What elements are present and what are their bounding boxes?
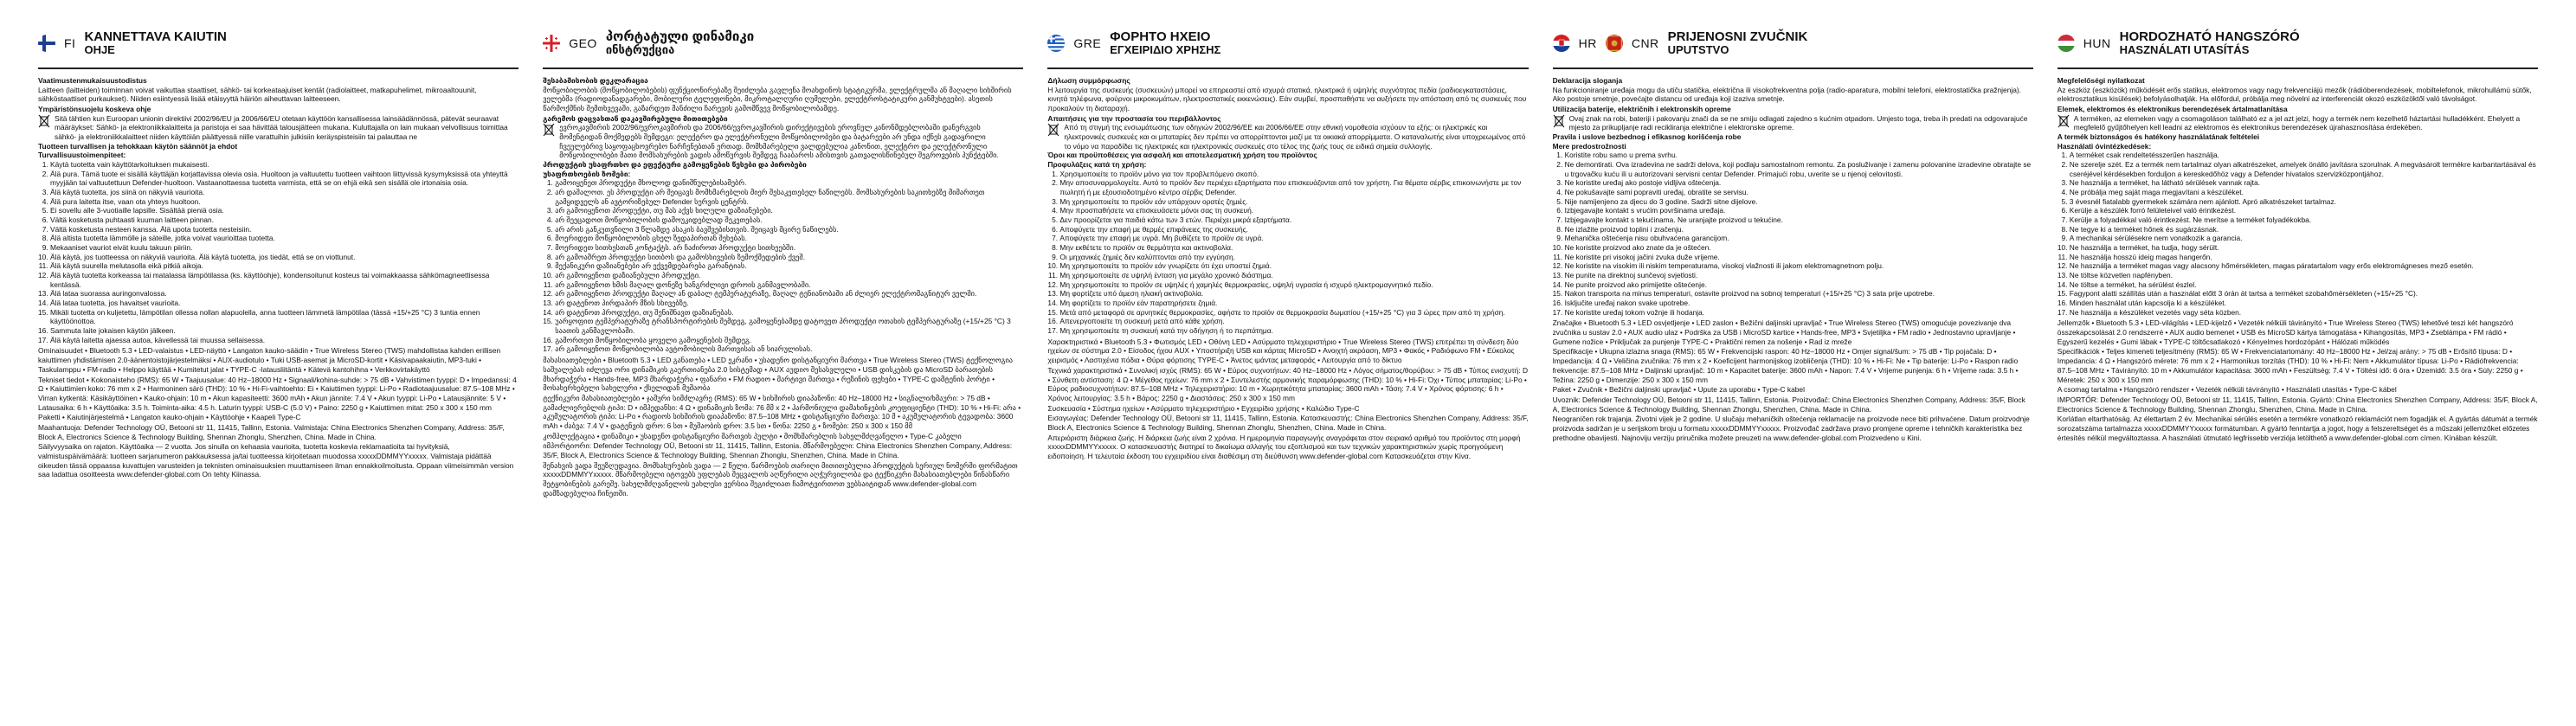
title-block — [2120, 30, 2300, 55]
safety-item: 10. არ გამოიყენოთ დაზიანებული პროდუქტი. — [555, 271, 1023, 280]
safety-item: 17. Μη χρησιμοποιείτε τη συσκευή κατά την οδήγηση ή το περπάτημα. — [1059, 326, 1528, 336]
product-title: KANNETTAVA KAIUTIN — [84, 29, 227, 45]
flag-icon — [1553, 35, 1570, 52]
title-block — [606, 30, 754, 55]
section-heading: Megfelelőségi nyilatkozat — [2057, 76, 2145, 85]
safety-item: 7. მოერიდეთ სითხესთან კონტაქტს. არ ჩაძიროთ პროდუქტი სითხეებში. — [555, 243, 1023, 253]
section-heading: Προφυλάξεις κατά τη χρήση: — [1047, 160, 1147, 170]
paragraph: Εισαγωγέας: Defender Technology OÜ, Betooni str 11, 11415, Tallinn, Estonia. Κατασκευαστής: China Electronics Shenzhen Company, Address: 35/F, Block A, Electronics Science & Technology Building, Shennan Zhonglu, Shenzhen, China. Made in China. — [1047, 414, 1529, 432]
paragraph: Säilyvyysaika on rajaton. Käyttöaika — 2 vuotta. Jos sinulla on kehaasia vaurioita, tuotetta koskevia reklamaatioita tai hyvityksiä, valmistuspäivämäärä: tuotteen sarjanumeron pakkauksessa ja/tai tuotteessa kirjoitetaan muodossa xxxxxDDMMYYxxxxx. Valmistaja pidättää oikeuden tässä oppaassa kuvattujen varusteiden ja teknisten ominaisuuksien muuttamiseen ilman ennakkoilmoitusta. Oppaan viimeisimmän version saa ladattua osoitteesta www.defender-global.com On tehty Kiinassa. — [38, 442, 514, 479]
safety-item: 12. არ გამოიყენოთ პროდუქტი მაღალ ან დაბალ ტემპერატურაზე, მაღალ ტენიანობაში ან ძლიერ ელექტრომაგნიტურ ველში. — [555, 289, 1023, 299]
column-body — [2058, 76, 2538, 443]
product-title: ΦΟΡΗΤΟ ΗΧΕΙΟ — [1110, 29, 1211, 45]
safety-item: 16. გამორთეთ მოწყობილობა ყოველი გამოყენების შემდეგ. — [555, 336, 1023, 345]
section-heading: Όροι και προϋποθέσεις για ασφαλή και αποτελεσματική χρήση του προϊόντος — [1047, 151, 1317, 160]
column-body — [1047, 76, 1528, 462]
safety-item: 7. Vältä kosketusta nesteen kanssa. Älä upota tuotetta nesteisiin. — [50, 225, 518, 235]
safety-item: 2. Ne szerelje szét. Ez a termék nem tartalmaz olyan alkatrészeket, amelyek önálló javításra szorulnak. A megvásárolt termékre karbantartásával és cseréjével kérdésekben forduljon a kereskedőhöz vagy a Defender hivatalos szervizközpontjához. — [2070, 160, 2538, 178]
safety-item: 15. Fagypont alatti szállítás után a használat előtt 3 órán át tartsa a terméket szobahőmérsékleten (+15/+25 °C). — [2070, 289, 2538, 299]
paragraph: Η λειτουργία της συσκευής (συσκευών) μπορεί να επηρεαστεί από ισχυρά στατικά, ηλεκτρικά ή υψηλής συχνότητας πεδία (ραδιοεγκαταστάσεις, κινητά τηλέφωνα, φούρνοι μικροκυμάτων, ηλεκτροστατικές εκκενώσεις). Εάν συμβεί, προσπαθήστε να αυξήσετε την απόσταση από τις συσκευές που προκαλούν τη διαταραχή. — [1047, 85, 1527, 113]
section-heading: პროდუქტის უსაფრთხო და ეფექტური გამოყენების წესები და პირობები — [543, 160, 807, 170]
paragraph: Neograničen rok trajanja. Životni vijek je 2 godine. U slučaju mehaničkih oštećenja reklamacije na proizvode nece biti prihvaćene. Datum proizvodnje proizvoda sadržan je u serijskom broju u formatu xxxxxDDMMYYxxxxx. Proizvođač zadržava pravo promjene opreme i tehničkih karakteristika bez prethodne obavijesti. Najnoviju verziju priručnika možete preuzeti na www.defender-global.com Proizvedeno u Kini. — [1552, 414, 2030, 442]
safety-item: 1. Käytä tuotetta vain käyttötarkoituksen mukaisesti. — [50, 160, 518, 170]
product-title: პორტატული დინამიკი — [605, 29, 755, 45]
column-header — [38, 24, 518, 69]
paragraph: IMPORTŐR: Defender Technology OÜ, Betooni str 11, 11415, Tallinn, Estonia. Gyártó: China Electronics Shenzhen Company, Address: 35/F, Block A, Electronics Science & Technology Building, Shennan Zhonglu, Shenzhen, China. Made in China. — [2057, 395, 2538, 414]
paragraph: იმპორტიორი: Defender Technology OÜ, Betooni str 11, 11415, Tallinn, Estonia. მწარმოებელი: China Electronics Shenzhen Company, Address: 35/F, Block A, Electronics Science & Technology Building, Shennan Zhonglu, Shenzhen, China. Made in China. — [543, 441, 1013, 459]
section-heading: გარემოს დაცვასთან დაკავშირებული მითითებები — [543, 113, 728, 123]
safety-item: 9. Mekaaniset vauriot eivät kuulu takuun piiriin. — [50, 243, 518, 253]
safety-item: 14. Ne punite proizvod ako primijetite oštećenje. — [1565, 280, 2033, 290]
safety-item: 10. Μη χρησιμοποιείτε το προϊόν εάν γνωρίζετε ότι έχει υποστεί ζημιά. — [1059, 261, 1528, 271]
safety-item: 9. A mechanikai sérülésekre nem vonatkozik a garancia. — [2070, 234, 2538, 243]
safety-item: 4. არ შეეცადოთ მოწყობილობის დამოუკიდებლად შეკეთებას. — [555, 215, 1023, 225]
crossed-bin-icon — [2058, 114, 2070, 128]
paragraph: Specifikációk • Teljes kimeneti teljesítmény (RMS): 65 W • Frekvenciatartomány: 40 Hz–18000 Hz • Jel/zaj arány: > 75 dB • Erősítő típusa: D • Impedancia: 4 Ω • Hangszóró mérete: 76 mm x 2 • Harmonikus torzítás (THD): 10 % • Hi-Fi: Nem • Akkumulátor típusa: Li-Po • Rádiófrekvencia: 87.5–108 MHz • Távirányító: 10 m • Akkumulátor kapacitása: 3600 mAh • Feszültség: 7.4 V • Töltési idő: 6 óra • Üzemidő: 3.5 óra • Súly: 2250 g • Méretek: 250 x 300 x 150 mm — [2057, 347, 2523, 384]
language-code: CNR — [1631, 36, 1659, 50]
paragraph: Απεριόριστη διάρκεια ζωής. Η διάρκεια ζωής είναι 2 χρόνια. Η ημερομηνία παραγωγής αναγράφεται στον σειριακό αριθμό του προϊόντος στη μορφή xxxxxDDMMYYxxxxx. Ο κατασκευαστής διατηρεί το δικαίωμα αλλαγής του εξοπλισμού και των τεχνικών χαρακτηριστικών χωρίς προηγούμενη ειδοποίηση. Η τελευταία έκδοση του εγχειριδίου είναι διαθέσιμη στη διεύθυνση www.defender-global.com Κατασκευάζεται στην Κίνα. — [1047, 433, 1521, 460]
section-heading: Deklaracija sloganja — [1552, 76, 1623, 85]
lang-column-hr-cnr — [1553, 24, 2033, 717]
safety-item: 15. უარყოფით ტემპერატურაზე ტრანსპორტირების შემდეგ, გამოყენებამდე დატოვეთ პროდუქტი ოთახის ტემპერატურაზე (+15/+25 °C) 3 საათის განმავლობაში. — [555, 317, 1023, 335]
product-title: HORDOZHATÓ HANGSZÓRÓ — [2119, 29, 2300, 45]
safety-item: 9. Οι μηχανικές ζημιές δεν καλύπτονται από την εγγύηση. — [1059, 253, 1528, 262]
safety-item: 1. გამოიყენეთ პროდუქტი მხოლოდ დანიშნულებისამებრ. — [555, 178, 1023, 188]
safety-item: 13. Ne punite na direktnoj sunčevoj svjetlosti. — [1565, 271, 2033, 280]
safety-item: 16. Isključite uređaj nakon svake upotrebe. — [1565, 299, 2033, 308]
paragraph: კომპლექტაცია • დინამიკი • უსადენო დისტანციური მართვის პულტი • მომხმარებლის სახელმძღვანელო • Type-C კაბელი — [543, 431, 962, 440]
crossed-bin-icon — [1047, 123, 1059, 137]
weee-text: Από τη στιγμή της ενσωμάτωσης των οδηγιών 2002/96/ΕΕ και 2006/66/ΕΕ στην εθνική νομοθεσία ισχύουν τα εξής: οι ηλεκτρικές και ηλεκτρονικές συσκευές και οι μπαταρίες δεν πρέπει να απορρίπτονται μαζί με τα οικιακά απορρίμματα. Ο καταναλωτής είναι υποχρεωμένος από το νόμο να παραδίδει τις ηλεκτρικές και ηλεκτρονικές συσκευές στο τέλος της ζωής τους σε ειδικά σημεία συλλογής. — [1064, 123, 1526, 151]
language-code: GEO — [569, 36, 597, 50]
safety-item: 3. Μη χρησιμοποιείτε το προϊόν εάν υπάρχουν ορατές ζημιές. — [1059, 197, 1528, 207]
safety-item: 2. Ne demontirati. Ova izradevina ne sadrži delova, koji podlaju samostalnom remontu. Za posluživanje i zamenu polovanine izradevine obratajte se u trgovačku kuću ili u autorizovani servisni centar Defender. Primajući robu, uverite se u njenoj celovitosti. — [1565, 160, 2033, 178]
safety-item: 4. Μην προσπαθήσετε να επισκευάσετε μόνοι σας τη συσκευή. — [1059, 206, 1528, 215]
section-heading: უსაფრთხოების ზომები: — [543, 169, 631, 178]
paragraph: Laitteen (laitteiden) toiminnan voivat vaikuttaa staattiset, sähkö- tai korkeataajuiset kentät (radiolaitteet, matkapuhelimet, mikroaaltouunit, sähköstaattiset purkaukset). Niiden esiintyessä lisää etäisyyttä häiriön aiheuttavan laitteeseen. — [38, 85, 477, 104]
column-body — [543, 76, 1023, 498]
weee-text: ევროკავშირის 2002/96/ევროკავშირის და 2006/66/ევროკავშირის დირექტივების ეროვნულ კანონმდებლობაში დანერგვის მომენტიდან მოქმედებს შემდეგი: ელექტრო და ელექტრონული მოწყობილობები და ბატარეები არ უნდა იქნეს გადაყრილი ჩვეულებრივ საყოფაცხოვრებო ნარჩენებთან ერთად. მომხმარებელი ვალდებულია კანონით, ელექტრო და ელექტრონული მოწყობილობები მათი მომსახურების ვადის ამოწურვის შემდეგ ჩააბაროს ამისთვის გათვალისწინებულ შეგროვების პუნქტებში. — [559, 123, 999, 160]
section-heading: Ympäristönsuojelu koskeva ohje — [38, 105, 151, 114]
weee-notice — [543, 123, 1023, 160]
safety-item: 14. Älä lataa tuotetta, jos havaitset vaurioita. — [50, 299, 518, 308]
safety-list — [543, 178, 1023, 354]
paragraph: Paketti • Kaiutinjärjestelmä • Langaton kauko-ohjain • Käyttöohje • Kaapeli Type-C — [38, 413, 301, 422]
paragraph: მოწყობილობის (მოწყობილობების) ფუნქციონირებაზე შეიძლება გავლენა მოახდინოს სტატიკურმა, ელექტრულმა ან მაღალი სიხშირის ველებმა (რადიოდანადგარები, მობილური ტელეფონები, მიკროტალღური ღუმელები, ელექტროსტატიკური განმუხტვები). ასეთის წარმოქმნის შემთხვევაში, გაზარდეთ მანძილი ჩარევის გამომწვევ მოწყობილობამდე. — [543, 85, 1012, 113]
column-header — [543, 24, 1023, 69]
safety-item: 11. არ გამოიყენოთ ხმის მაღალ დონეზე ხანგრძლივი დროის განმავლობაში. — [555, 280, 1023, 290]
weee-text: Sitä tähtien kun Euroopan unionin direktiivi 2002/96/EU ja 2006/66/EU otetaan käyttöön kansallisessa lainsäädännössä, pätevät seuraavat määräykset: Sähkö- ja elektroniikkalaitteita ja paristoja ei saa hävittää talousjätteen mukana. Kuluttajalla on lain mukaan velvollisuus toimittaa sähkö- ja elektroniikkalaitteet niiden käyttöiän päättyessä niille varattuihin julkisiin keräyspisteisiin tai palauttaa ne — [55, 113, 508, 142]
flag-icon — [38, 35, 55, 52]
safety-item: 15. Nakon transporta na minus temperaturi, ostavite proizvod na sobnoj temperaturi (+15/+25 °C) 3 sata prije upotrebe. — [1565, 289, 2033, 299]
manual-subtitle: UPUTSTVO — [1667, 43, 1729, 57]
lang-column-fi — [38, 24, 518, 717]
section-heading: Απαιτήσεις για την προστασία του περιβάλλοντος — [1047, 113, 1221, 123]
safety-item: 12. Μη χρησιμοποιείτε το προϊόν σε υψηλές ή χαμηλές θερμοκρασίες, υψηλή υγρασία ή ισχυρό ηλεκτρομαγνητικό πεδίο. — [1059, 280, 1528, 290]
language-code: HR — [1578, 36, 1597, 50]
safety-item: 15. Μετά από μεταφορά σε αρνητικές θερμοκρασίες, αφήστε το προϊόν σε θερμοκρασία δωματίου (+15/+25 °C) για 3 ώρες πριν από τη χρήση. — [1059, 308, 1528, 318]
safety-item: 13. არ დატენოთ პირდაპირ მზის სხივებზე. — [555, 299, 1023, 308]
title-block — [84, 30, 226, 55]
manual-subtitle: ΕΓΧΕΙΡΙΔΙΟ ΧΡΗΣΗΣ — [1110, 43, 1221, 57]
safety-item: 11. Μη χρησιμοποιείτε σε υψηλή ένταση για μεγάλο χρονικό διάστημα. — [1059, 271, 1528, 280]
paragraph: Uvoznik: Defender Technology OÜ, Betooni str 11, 11415, Tallinn, Estonia. Proizvođač: China Electronics Shenzhen Company, Address: 35/F, Block A, Electronics Science & Technology Building, Shennan Zhonglu, Shenzhen, China. Made in China. — [1552, 395, 2025, 414]
safety-list — [2058, 151, 2538, 317]
product-title: PRIJENOSNI ZVUČNIK — [1667, 29, 1808, 45]
safety-item: 14. Μη φορτίζετε το προϊόν εάν παρατηρήσετε ζημιά. — [1059, 299, 1528, 308]
column-header — [1553, 24, 2033, 69]
crossed-bin-icon — [1553, 114, 1565, 128]
safety-item: 4. Älä pura laitetta itse, vaan ota yhteys huoltoon. — [50, 197, 518, 207]
safety-list — [1047, 170, 1528, 336]
safety-item: 7. Αποφύγετε την επαφή με υγρά. Μη βυθίζετε το προϊόν σε υγρά. — [1059, 234, 1528, 243]
weee-text: Ovaj znak na robi, bateriji i pakovanju znači da se ne smiju odlagati zajedno s kućnim otpadom. Umjesto toga, treba ih predati na odgovarajuće mjesto za prikupljanje radi recikliranja električne i elektronske opreme. — [1568, 113, 2028, 132]
paragraph: Specifikacije • Ukupna izlazna snaga (RMS): 65 W • Frekvencijski raspon: 40 Hz–18000 Hz • Omjer signal/šum: > 75 dB • Tip pojačala: D • Impedancija: 4 Ω • Veličina zvučnika: 76 mm x 2 • Koeficijent harmonijskog izobličenja (THD): 10 % • Hi-Fi: Ne • Tip baterije: Li-Po • Raspon radio frekvencije: 87.5–108 MHz • Daljinski upravljač: 10 m • Kapacitet baterije: 3600 mAh • Napon: 7.4 V • Vrijeme punjenja: 6 h • Vrijeme rada: 3.5 h • Težina: 2250 g • Dimenzije: 250 x 300 x 150 mm — [1552, 347, 2019, 384]
section-heading: Használati óvintézkedések: — [2057, 141, 2152, 151]
safety-item: 1. Koristite robu samo u prema svrhu. — [1565, 151, 2033, 160]
paragraph: Ominaisuudet • Bluetooth 5.3 • LED-valaistus • LED-näyttö • Langaton kauko-säädin • True Wireless Stereo (TWS) mahdollistaa kahden erillisen kaiuttimen yhdistämisen 2.0-äänentoistojärjestelmäksi • AUX-audiotulo • Tuki USB-asemat ja MicroSD-kortit • Käsivapaakaiutin, MP3-tuki • Taskulamppu • FM-radio • Helppo käyttää • Kumitetut jalat • TYPE-C -latausliitäntä • Kätevä kantohihna • Verkkovirtakäyttö — [38, 346, 501, 374]
safety-item: 17. არ გამოიყენოთ მოწყობილობა ავტომობილის მართვისას ან სიარულისას. — [555, 344, 1023, 354]
safety-item: 8. არ გამოაშრეთ პროდუქტი სითბოს და გამოსხივების ზემოქმედების ქვეშ. — [555, 253, 1023, 262]
safety-item: 17. Älä käytä laitetta ajaessa autoa, kävellessä tai muussa sellaisessa. — [50, 336, 518, 345]
safety-item: 15. Mikäli tuotetta on kuljetettu, lämpötilan ollessa nollan alapuolella, anna tuotteen lämmetä lämpötilaa (tässä +15/+25 °C) 3 tuntia ennen käyttöönottoa. — [50, 308, 518, 326]
column-header — [1047, 24, 1528, 69]
safety-item: 2. Älä pura. Tämä tuote ei sisällä käyttäjän korjattavissa olevia osia. Huoltoon ja valtuutettu tuotteen vaihtoon liittyvissä kysymyksissä ota yhteyttä myyjään tai valtuutettuun Defender-huoltoon. Vastaanottaessa tuotetta varmista, että se on ehjä eikä sen sisällä ole irtonaisia osia. — [50, 170, 518, 188]
safety-item: 6. Kerülje a készülék forró felületeivel való érintkezést. — [2070, 206, 2538, 215]
weee-notice — [1047, 123, 1528, 151]
paragraph: ტექნიკური მახასიათებლები • ჯამური სიმძლავრე (RMS): 65 W • სიხშირის დიაპაზონი: 40 Hz–18000 Hz • სიგნალი/ხმაური: > 75 dB • გამაძლიერებლის ტიპი: D • იმპედანსი: 4 Ω • დინამიკის ზომა: 76 მმ x 2 • ჰარმონიული დამახინჯების კოეფიციენტი (THD): 10 % • Hi-Fi: არა • აკუმულატორის ტიპი: Li-Po • რადიოს სიხშირის დიაპაზონი: 87.5–108 MHz • დისტანციური მართვა: 10 მ • აკუმულატორის ტევადობა: 3600 mAh • ძაბვა: 7.4 V • დატენვის დრო: 6 სთ • მუშაობის დრო: 3.5 სთ • წონა: 2250 გ • ზომები: 250 x 300 x 150 მმ — [543, 393, 1021, 430]
safety-item: 17. Ne használja a készüléket vezetés vagy séta közben. — [2070, 308, 2538, 318]
lang-column-gre — [1047, 24, 1528, 717]
safety-item: 5. Δεν προορίζεται για παιδιά κάτω των 3 ετών. Περιέχει μικρά εξαρτήματα. — [1059, 215, 1528, 225]
safety-item: 5. Nije namijenjeno za djecu do 3 godine. Sadrži sitne dijelove. — [1565, 197, 2033, 207]
section-heading: Tuotteen turvallisen ja tehokkaan käytön säännöt ja ehdot — [38, 141, 238, 151]
safety-item: 14. არ დატენოთ პროდუქტი, თუ შენიშნავთ დაზიანებას. — [555, 308, 1023, 318]
section-heading: Turvallisuustoimenpiteet: — [38, 151, 126, 160]
safety-item: 5. არ არის განკუთვნილი 3 წლამდე ასაკის ბავშვებისთვის. შეიცავს მცირე ნაწილებს. — [555, 225, 1023, 235]
section-heading: შესაბამისობის დეკლარაცია — [543, 76, 648, 85]
weee-notice — [38, 114, 518, 142]
safety-item: 11. Älä käytä suurella melutasolla eikä pitkiä aikoja. — [50, 261, 518, 271]
safety-list — [1553, 151, 2033, 317]
paragraph: Paket • Zvučnik • Bežični daljinski upravljač • Upute za uporabu • Type-C kabel — [1552, 385, 1805, 395]
safety-item: 2. არ დაშალოთ. ეს პროდუქტი არ შეიცავს მომხმარებლის მიერ შესაკეთებელ ნაწილებს. მომსახურების საკითხებზე მიმართეთ გამყიდველს ან ავტორიზებულ Defender სერვის ცენტრს. — [555, 188, 1023, 206]
safety-item: 17. Ne koristite uređaj tokom vožnje ili hodanja. — [1565, 308, 2033, 318]
paragraph: მახასიათებლები • Bluetooth 5.3 • LED განათება • LED ეკრანი • უსადენო დისტანციური მართვა • True Wireless Stereo (TWS) ტექნოლოგია საშუალებას იძლევა ორი დინამიკის გაერთიანება 2.0 სისტემად • AUX აუდიო შესასვლელი • USB დისკების და MicroSD ბარათების მხარდაჭერა • Hands-free, MP3 მხარდაჭერა • ფანარი • FM რადიო • მარტივი მართვა • რეზინის ფეხები • TYPE-C დამტენის პორტი • მოსახერხებელი სახელური • ქსელიდან მუშაობა — [543, 356, 1014, 393]
safety-item: 10. Ne koristite proizvod ako znate da je oštećen. — [1565, 243, 2033, 253]
lang-column-geo — [543, 24, 1023, 717]
column-body — [1553, 76, 2033, 443]
safety-item: 7. Izbjegavajte kontakt s tekućinama. Ne uranjajte proizvod u tekućine. — [1565, 215, 2033, 225]
safety-item: 8. Ne izlažite proizvod toplini i zračenju. — [1565, 225, 2033, 235]
safety-item: 7. Kerülje a folyadékkal való érintkezést. Ne merítse a terméket folyadékokba. — [2070, 215, 2538, 225]
weee-notice — [1553, 114, 2033, 132]
paragraph: Značajke • Bluetooth 5.3 • LED osvjetljenje • LED zaslon • Bežični daljinski upravljač • True Wireless Stereo (TWS) omogućuje povezivanje dva zvučnika u sustav 2.0 • AUX audio ulaz • Podrška za USB i MicroSD kartice • Hands-free, MP3 • Svjetiljka • FM radio • Jednostavno upravljanje • Gumene nožice • Priključak za punjenje TYPE-C • Praktični remen za nošenje • Rad iz mreže — [1552, 318, 2016, 346]
column-header — [2058, 24, 2538, 69]
safety-item: 1. A terméket csak rendeltetésszerűen használja. — [2070, 151, 2538, 160]
safety-item: 9. მექანიკური დაზიანებები არ ექვემდებარება გარანტიას. — [555, 261, 1023, 271]
crossed-bin-icon — [543, 123, 555, 137]
flag-icon — [543, 35, 560, 52]
safety-item: 3. არ გამოიყენოთ პროდუქტი, თუ მას აქვს ხილული დაზიანებები. — [555, 206, 1023, 215]
safety-item: 16. Minden használat után kapcsolja ki a készüléket. — [2070, 299, 2538, 308]
safety-item: 4. Ne pokušavajte sami popraviti uređaj, obratite se servisu. — [1565, 188, 2033, 197]
safety-item: 10. Ne használja a terméket, ha tudja, hogy sérült. — [2070, 243, 2538, 253]
safety-item: 5. 3 évesnél fiatalabb gyermekek számára nem ajánlott. Apró alkatrészeket tartalmaz. — [2070, 197, 2538, 207]
safety-item: 3. Ne használja a terméket, ha látható sérülések vannak rajta. — [2070, 178, 2538, 188]
section-heading: Pravila i uslove bezbednog i efikasnog korišćenja robe — [1552, 132, 1742, 142]
paragraph: Na funkcioniranje uređaja mogu da utiču statička, električna ili visokofrekventna polja (radio-aparatura, mobilni telefoni, elektrostatička pražnjenja). Ako postoje smetnje, povećajte distancu od uređaja koji izaziva smetnje. — [1552, 85, 2021, 104]
section-heading: A termék biztonságos és hatékony használatának feltételei — [2057, 132, 2260, 142]
safety-item: 3. Älä käytä tuotetta, jos siinä on näkyviä vaurioita. — [50, 188, 518, 197]
paragraph: Τεχνικά χαρακτηριστικά • Συνολική ισχύς (RMS): 65 W • Εύρος συχνοτήτων: 40 Hz–18000 Hz • Λόγος σήματος/θορύβου: > 75 dB • Τύπος ενισχυτή: D • Σύνθετη αντίσταση: 4 Ω • Μέγεθος ηχείων: 76 mm x 2 • Συντελεστής αρμονικής παραμόρφωσης (THD): 10 % • Hi-Fi: Όχι • Τύπος μπαταρίας: Li-Po • Εύρος ραδιοσυχνοτήτων: 87.5–108 MHz • Τηλεχειριστήριο: 10 m • Χωρητικότητα μπαταρίας: 3600 mAh • Τάση: 7.4 V • Χρόνος φόρτισης: 6 h • Χρόνος λειτουργίας: 3.5 h • Βάρος: 2250 g • Διαστάσεις: 250 x 300 x 150 mm — [1047, 365, 1529, 402]
safety-item: 6. Αποφύγετε την επαφή με θερμές επιφάνειες της συσκευής. — [1059, 225, 1528, 235]
language-code: GRE — [1073, 36, 1102, 50]
paragraph: Az eszköz (eszközök) működését erős statikus, elektromos vagy nagy frekvenciájú mezők (rádióberendezések, mobiltelefonok, mikrohullámú sütők, elektrosztatikus kisülések) befolyásolhatják. Ha előfordul, próbálja meg növelni az interferenciát okozó eszközöktől való távolságot. — [2057, 85, 2532, 104]
paragraph: Jellemzők • Bluetooth 5.3 • LED-világítás • LED-kijelző • Vezeték nélküli távirányító • True Wireless Stereo (TWS) lehetővé teszi két hangszóró összekapcsolását 2.0 rendszerré • AUX audio bemenet • USB és MicroSD kártya támogatása • Kihangosítás, MP3 • Zseblámpa • FM rádió • Egyszerű kezelés • Gumi lábak • TYPE-C töltőcsatlakozó • Kényelmes hordozópánt • Hálózati működés — [2057, 318, 2514, 346]
safety-item: 11. Ne használja hosszú ideig magas hangerőn. — [2070, 253, 2538, 262]
section-heading: Elemek, elektromos és elektronikus berendezések ártalmatlanítása — [2057, 105, 2288, 114]
safety-item: 1. Χρησιμοποιείτε το προϊόν μόνο για τον προβλεπόμενο σκοπό. — [1059, 170, 1528, 179]
safety-item: 14. Ne töltse a terméket, ha sérülést észlel. — [2070, 280, 2538, 290]
section-heading: Mere predostrožnosti — [1552, 141, 1626, 151]
safety-item: 2. Μην αποσυναρμολογείτε. Αυτό το προϊόν δεν περιέχει εξαρτήματα που επισκευάζονται από τον χρήστη. Για θέματα σέρβις επικοινωνήστε με τον πωλητή ή με εξουσιοδοτημένο κέντρο σέρβις Defender. — [1059, 178, 1528, 196]
language-code: FI — [64, 36, 76, 50]
column-body — [38, 76, 518, 480]
safety-item: 6. Izbjegavajte kontakt s vrućim površinama uređaja. — [1565, 206, 2033, 215]
flag-icon — [2058, 35, 2075, 52]
weee-text: A terméken, az elemeken vagy a csomagoláson található ez a jel azt jelzi, hogy a termék nem kezelhető háztartási hulladékként. Ehelyett a megfelelő gyűjtőhelyen kell leadni az elektromos és elektronikus berendezések újrahasznosítása érdekében. — [2073, 113, 2521, 132]
section-heading: Vaatimustenmukaisuustodistus — [38, 76, 147, 85]
paragraph: Maahantuoja: Defender Technology OÜ, Betooni str 11, 11415, Tallinn, Estonia. Valmistaja: China Electronics Shenzhen Company, Address: 35/F, Block A, Electronics Science & Technology Building, Shennan Zhonglu, Shenzhen, China. Made in China. — [38, 422, 505, 441]
safety-item: 11. Ne koristite pri visokoj jačini zvuka duže vrijeme. — [1565, 253, 2033, 262]
safety-item: 10. Älä käytä, jos tuotteessa on näkyviä vaurioita. Älä käytä tuotetta, jos tiedät, että se on viottunut. — [50, 253, 518, 262]
safety-item: 12. Ne használja a terméket magas vagy alacsony hőmérsékleten, magas páratartalom vagy erős elektromágneses mező esetén. — [2070, 261, 2538, 271]
lang-column-hun — [2058, 24, 2538, 717]
title-block — [1668, 30, 1808, 55]
section-heading: Δήλωση συμμόρφωσης — [1047, 76, 1130, 85]
safety-item: 16. Απενεργοποιείτε τη συσκευή μετά από κάθε χρήση. — [1059, 317, 1528, 326]
manual-subtitle: ინსტრუქცია — [605, 43, 675, 57]
language-code: HUN — [2083, 36, 2111, 50]
paragraph: Συσκευασία • Σύστημα ηχείων • Ασύρματο τηλεχειριστήριο • Εγχειρίδιο χρήσης • Καλώδιο Type-C — [1047, 403, 1360, 413]
paragraph: Χαρακτηριστικά • Bluetooth 5.3 • Φωτισμός LED • Οθόνη LED • Ασύρματο τηλεχειριστήριο • True Wireless Stereo (TWS) επιτρέπει τη σύνδεση δύο ηχείων σε σύστημα 2.0 • Είσοδος ήχου AUX • Υποστήριξη USB και κάρτας MicroSD • Ανοιχτή ακρόαση, MP3 • Φακός • Ραδιόφωνο FM • Εύκολος χειρισμός • Λαστιχένια πόδια • Θύρα φόρτισης TYPE-C • Άνετος ιμάντας μεταφοράς • Λειτουργία από το δίκτυο — [1047, 337, 1519, 365]
paragraph: A csomag tartalma • Hangszóró rendszer • Vezeték nélküli távirányító • Használati utasítás • Type-C kábel — [2057, 385, 2397, 395]
safety-list — [38, 160, 518, 344]
paragraph: შენახვის ვადა შეუზღუდავია. მომსახურების ვადა — 2 წელი. წარმოების თარიღი მითითებულია პროდუქტის სერიულ ნომერში ფორმატით xxxxxDDMMYYxxxxx. მწარმოებელი იტოვებს უფლებას შეცვალოს აღწერილი აღჭურვილობა და ტექნიკური მახასიათებლები წინასწარი შეტყობინების გარეშე. სახელმძღვანელოს უახლესი ვერსია შეგიძლიათ ჩამოტვირთოთ ვებსაიტიდან www.defender-global.com დამზადებულია ჩინეთში. — [543, 460, 1018, 498]
flag-icon — [1047, 35, 1065, 52]
safety-item: 8. Μην εκθέτετε το προϊόν σε θερμότητα και ακτινοβολία. — [1059, 243, 1528, 253]
crossed-bin-icon — [38, 114, 50, 128]
safety-item: 16. Sammuta laite jokaisen käytön jälkeen. — [50, 326, 518, 336]
safety-item: 4. Ne próbálja meg saját maga megjavítani a készüléket. — [2070, 188, 2538, 197]
safety-item: 9. Mehanička oštećenja nisu obuhvaćena garancijom. — [1565, 234, 2033, 243]
safety-item: 8. Älä altista tuotetta lämmölle ja säteille, jotka voivat vaurioittaa tuotetta. — [50, 234, 518, 243]
safety-item: 13. Ne töltse közvetlen napfényben. — [2070, 271, 2538, 280]
safety-item: 12. Älä käytä tuotetta korkeassa tai matalassa lämpötilassa (ks. käyttöohje), kondensoitunut kosteus tai voimakkaassa sähkömagneettisessa kentässä. — [50, 271, 518, 289]
title-block — [1110, 30, 1220, 55]
paragraph: Tekniset tiedot • Kokonaisteho (RMS): 65 W • Taajuusalue: 40 Hz–18000 Hz • Signaali/kohina-suhde: > 75 dB • Vahvistimen tyyppi: D • Impedanssi: 4 Ω • Kaiuttimien koko: 76 mm x 2 • Harmoninen särö (THD): 10 % • Hi-Fi-vaihtoehto: Ei • Kaiuttimen tyyppi: Li-Po • Radiotaajuusalue: 87.5–108 MHz • Virran kytkentä: Käsikäyttöinen • Kauko-ohjain: 10 m • Akun kapasiteetti: 3600 mAh • Akun jännite: 7.4 V • Akun tyyppi: Li-Po • Latausjännite: 5 V • Latausaika: 6 h • Käyttöaika: 3.5 h. Toiminta-aika: 4.5 h. Laturin tyyppi: USB-C (5.0 V) • Paino: 2250 g • Kaiuttimen mitat: 250 x 300 x 150 mm — [38, 375, 517, 412]
safety-item: 5. Ei sovellu alle 3-vuotiaille lapsille. Sisältää pieniä osia. — [50, 206, 518, 215]
section-heading: Utilizacija baterije, električnih i elektronskih opreme — [1552, 105, 1731, 114]
safety-item: 8. Ne tegye ki a terméket hőnek és sugárzásnak. — [2070, 225, 2538, 235]
safety-item: 3. Ne koristite uređaj ako postoje vidljiva oštećenja. — [1565, 178, 2033, 188]
flag-icon — [1606, 35, 1623, 52]
safety-item: 13. Älä lataa suorassa auringonvalossa. — [50, 289, 518, 299]
manual-subtitle: HASZNÁLATI UTASÍTÁS — [2119, 43, 2250, 57]
safety-item: 13. Μη φορτίζετε υπό άμεση ηλιακή ακτινοβολία. — [1059, 289, 1528, 299]
safety-item: 6. მოერიდეთ მოწყობილობის ცხელ ზედაპირთან შეხებას. — [555, 234, 1023, 243]
safety-item: 12. Ne koristite na visokim ili niskim temperaturama, visokoj vlažnosti ili jakom elektromagnetnom polju. — [1565, 261, 2033, 271]
weee-notice — [2058, 114, 2538, 132]
safety-item: 6. Vältä kosketusta puhtaasti kuuman laitteen pinnan. — [50, 215, 518, 225]
paragraph: Korlátlan eltarthatóság. Az élettartam 2 év. Mechanikai sérülés esetén a termékre vonatkozó reklamációt nem fogadják el. A gyártás dátumát a termék sorozatszáma tartalmazza xxxxxDDMMYYxxxxx formátumban. A gyártó fenntartja a jogot, hogy a felszereltséget és a műszaki jellemzőket előzetes értesítés nélkül megváltoztassa. A használati útmutató legfrissebb verziója letölthető a www.defender-global.com címen. Kínában készült. — [2057, 414, 2538, 442]
manual-subtitle: OHJE — [84, 43, 115, 57]
